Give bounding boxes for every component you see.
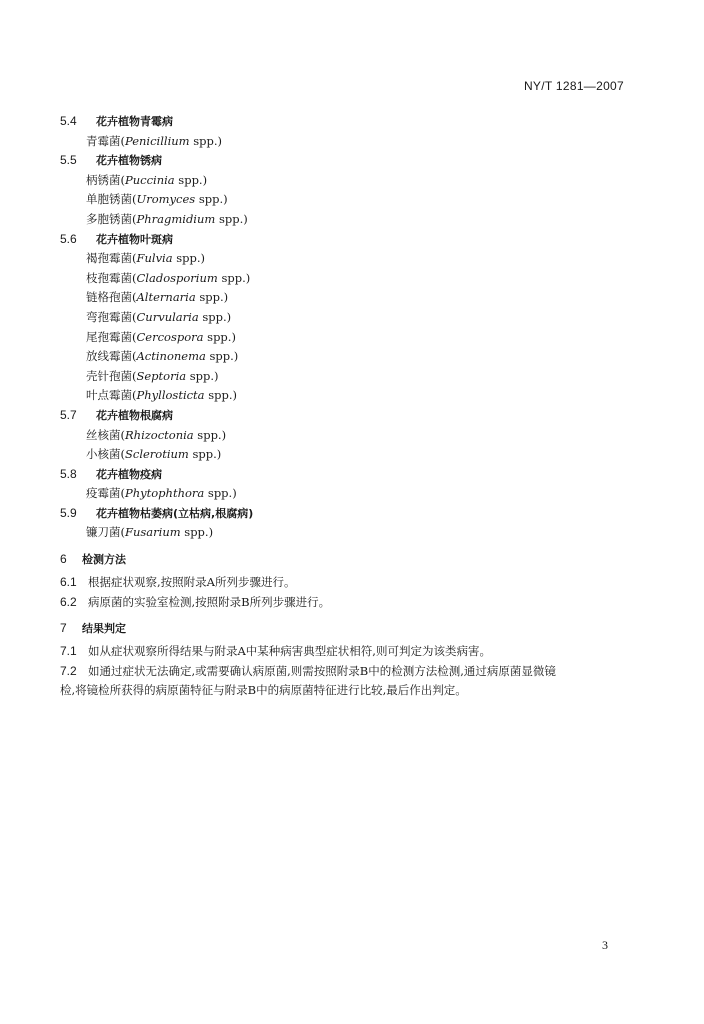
page-number: 3	[602, 938, 608, 952]
pathogen-chinese-name: 枝孢霉菌(	[86, 270, 137, 285]
pathogen-spp: spp.)	[198, 309, 232, 324]
clause-number: 6.2	[60, 594, 77, 609]
pathogen-spp: spp.)	[217, 270, 251, 285]
pathogen-item	[60, 347, 630, 367]
clause-number: 7.2	[60, 663, 77, 678]
standard-code: NY/T 1281—2007	[523, 79, 624, 93]
pathogen-spp: spp.)	[204, 486, 237, 501]
paragraph-7-1	[60, 642, 630, 662]
subsection-title: 花卉植物疫病	[96, 467, 162, 481]
pathogen-latin-genus: Puccinia	[125, 172, 175, 187]
subsection-number: 5.7	[60, 407, 77, 422]
paragraph-6-2	[60, 593, 630, 613]
paragraph-7-2	[60, 662, 630, 682]
pathogen-item	[60, 367, 630, 387]
section-5-list	[60, 112, 630, 543]
pathogen-spp: spp.)	[188, 447, 222, 462]
pathogen-latin-genus: Phyllosticta	[136, 388, 205, 403]
pathogen-spp: spp.)	[180, 525, 214, 540]
pathogen-spp: spp.)	[174, 172, 208, 187]
clause-number: 7.1	[60, 644, 77, 659]
section-6-heading	[60, 548, 630, 570]
subsection-number: 5.8	[60, 466, 77, 481]
pathogen-chinese-name: 小核菌(	[86, 447, 125, 462]
clause-text: 如从症状观察所得结果与附录A中某种病害典型症状相符,则可判定为该类病害。	[88, 644, 491, 659]
section-number: 7	[60, 621, 67, 636]
document-body	[60, 112, 630, 701]
section-number: 6	[60, 552, 67, 567]
pathogen-latin-genus: Uromyces	[136, 192, 196, 207]
pathogen-item	[60, 288, 630, 308]
pathogen-chinese-name: 尾孢霉菌(	[86, 329, 137, 344]
subsection-title: 花卉植物枯萎病(立枯病,根腐病)	[96, 506, 254, 520]
pathogen-item	[60, 308, 630, 328]
pathogen-spp: spp.)	[205, 349, 239, 364]
clause-text: 病原菌的实验室检测,按照附录B所列步骤进行。	[88, 594, 331, 609]
pathogen-item	[60, 328, 630, 348]
pathogen-chinese-name: 单胞锈菌(	[86, 192, 137, 207]
pathogen-latin-genus: Cladosporium	[136, 270, 218, 285]
section-title: 检测方法	[82, 553, 126, 567]
pathogen-item	[60, 190, 630, 210]
subsection-heading	[60, 112, 630, 132]
subsection-heading	[60, 151, 630, 171]
clause-number: 6.1	[60, 575, 77, 590]
clause-text: 如通过症状无法确定,或需要确认病原菌,则需按照附录B中的检测方法检测,通过病原菌显微镜	[88, 663, 556, 678]
pathogen-item	[60, 171, 630, 191]
subsection-number: 5.6	[60, 231, 77, 246]
pathogen-spp: spp.)	[186, 368, 219, 383]
pathogen-latin-genus: Fusarium	[125, 525, 181, 540]
pathogen-latin-genus: Septoria	[136, 368, 187, 383]
pathogen-item	[60, 484, 630, 504]
subsection-heading	[60, 504, 630, 524]
pathogen-spp: spp.)	[193, 427, 227, 442]
paragraph-6-1	[60, 573, 630, 593]
pathogen-spp: spp.)	[195, 290, 229, 305]
subsection-number: 5.9	[60, 505, 77, 520]
pathogen-spp: spp.)	[195, 192, 228, 207]
pathogen-chinese-name: 镰刀菌(	[86, 525, 125, 540]
pathogen-chinese-name: 青霉菌(	[86, 133, 125, 148]
pathogen-chinese-name: 弯孢霉菌(	[86, 309, 137, 324]
pathogen-chinese-name: 多胞锈菌(	[86, 211, 137, 226]
pathogen-latin-genus: Sclerotium	[125, 447, 189, 462]
subsection-title: 花卉植物根腐病	[96, 408, 173, 422]
subsection-title: 花卉植物青霉病	[96, 115, 173, 128]
subsection-title: 花卉植物叶斑病	[96, 232, 173, 246]
pathogen-item	[60, 269, 630, 289]
subsection-number: 5.5	[60, 153, 77, 168]
subsection-heading	[60, 406, 630, 426]
pathogen-latin-genus: Fulvia	[136, 251, 173, 266]
pathogen-chinese-name: 链格孢菌(	[86, 290, 137, 305]
subsection-number: 5.4	[60, 114, 77, 128]
pathogen-spp: spp.)	[204, 388, 237, 403]
section-7-heading	[60, 617, 630, 639]
pathogen-chinese-name: 褐孢霉菌(	[86, 251, 137, 266]
clause-text: 根据症状观察,按照附录A所列步骤进行。	[88, 575, 296, 590]
pathogen-spp: spp.)	[172, 251, 206, 266]
pathogen-item	[60, 445, 630, 465]
subsection-heading	[60, 230, 630, 250]
section-title: 结果判定	[82, 622, 126, 636]
pathogen-latin-genus: Alternaria	[136, 290, 196, 305]
pathogen-latin-genus: Penicillium	[125, 133, 190, 148]
pathogen-item	[60, 249, 630, 269]
pathogen-chinese-name: 放线霉菌(	[86, 349, 137, 364]
pathogen-latin-genus: Cercospora	[136, 329, 204, 344]
pathogen-latin-genus: Actinonema	[136, 349, 206, 364]
pathogen-item	[60, 426, 630, 446]
pathogen-spp: spp.)	[189, 133, 223, 148]
pathogen-spp: spp.)	[215, 211, 248, 226]
pathogen-item	[60, 386, 630, 406]
pathogen-spp: spp.)	[203, 329, 236, 344]
pathogen-item	[60, 210, 630, 230]
pathogen-latin-genus: Rhizoctonia	[125, 427, 194, 442]
pathogen-chinese-name: 叶点霉菌(	[86, 388, 137, 403]
subsection-title: 花卉植物锈病	[96, 154, 162, 168]
pathogen-chinese-name: 壳针孢菌(	[86, 368, 137, 383]
pathogen-chinese-name: 疫霉菌(	[86, 486, 125, 501]
pathogen-chinese-name: 丝核菌(	[86, 427, 125, 442]
pathogen-latin-genus: Curvularia	[136, 309, 199, 324]
pathogen-chinese-name: 柄锈菌(	[86, 172, 125, 187]
subsection-heading	[60, 465, 630, 485]
pathogen-latin-genus: Phytophthora	[125, 486, 205, 501]
pathogen-item	[60, 132, 630, 152]
pathogen-latin-genus: Phragmidium	[136, 211, 216, 226]
pathogen-item	[60, 523, 630, 543]
paragraph-7-2-continued: 检,将镜检所获得的病原菌特征与附录B中的病原菌特征进行比较,最后作出判定。	[60, 683, 467, 698]
